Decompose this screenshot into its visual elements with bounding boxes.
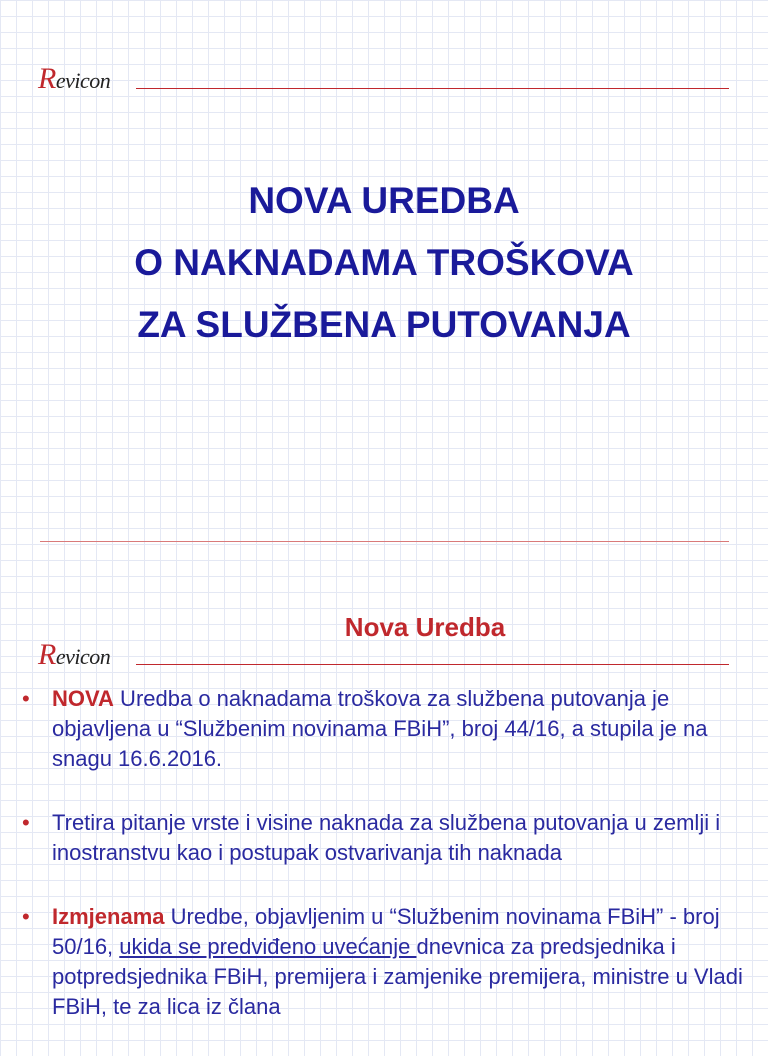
- bullet-text: Tretira pitanje vrste i visine naknada za službena putovanja u zemlji i inostranstvu kao i postupak ostvarivanja tih naknada: [52, 810, 721, 865]
- emphasis-text: Izmjenama: [52, 904, 165, 929]
- list-item: [22, 808, 752, 868]
- header-rule: [136, 664, 729, 665]
- underlined-text: ukida se predviđeno uvećanje: [119, 934, 417, 959]
- bullet-list: [22, 684, 752, 1056]
- list-item: [22, 902, 752, 1022]
- header-rule: [136, 88, 729, 89]
- slide-divider: [40, 541, 729, 542]
- title-line-3: ZA SLUŽBENA PUTOVANJA: [137, 304, 631, 345]
- logo: [38, 62, 110, 96]
- bullet-text: dnevnica za predsjednika i potpredsjednika FBiH, premijera i zamjenike premijera, ministre u Vladi FBiH, te za lica iz člana: [52, 934, 743, 1019]
- title-line-2: O NAKNADAMA TROŠKOVA: [134, 242, 634, 283]
- logo-initial: R: [38, 62, 56, 95]
- slide-title: [0, 170, 768, 356]
- logo-initial: R: [38, 638, 56, 671]
- bullet-text: Uredbe, objavljenim u “Službenim novinama FBiH” - broj 50/16,: [52, 904, 720, 959]
- bullet-icon: •: [22, 904, 30, 929]
- title-line-1: NOVA UREDBA: [248, 180, 520, 221]
- list-item: [22, 684, 752, 774]
- emphasis-text: NOVA: [52, 686, 114, 711]
- bullet-text: Uredba o naknadama troškova za službena putovanja je objavljena u “Službenim novinama FBiH”, broj 44/16, a stupila je na snagu 16.6.2016.: [52, 686, 708, 771]
- logo: [38, 638, 110, 672]
- bullet-icon: •: [22, 810, 30, 835]
- logo-text: evicon: [55, 68, 111, 93]
- bullet-icon: •: [22, 686, 30, 711]
- section-title: Nova Uredba: [344, 612, 506, 642]
- logo-text: evicon: [55, 644, 111, 669]
